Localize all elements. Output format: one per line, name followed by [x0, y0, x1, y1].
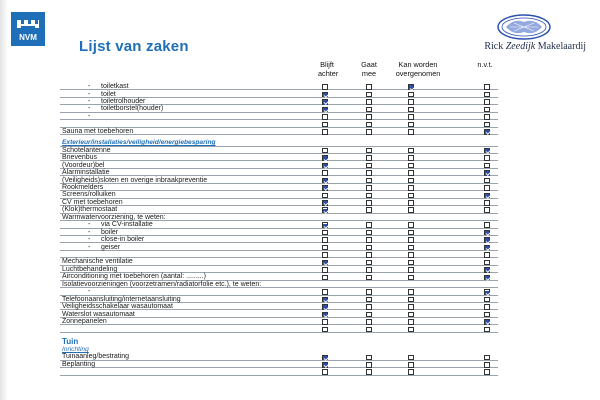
checkbox-nvt[interactable]	[484, 327, 490, 333]
row-label: Airconditioning met toebehoren (aantal: .........)	[62, 273, 206, 281]
checkbox-gaat[interactable]	[366, 237, 372, 243]
checkbox-kan[interactable]	[408, 312, 414, 318]
checkbox-kan[interactable]	[408, 178, 414, 184]
checkbox-blijft[interactable]	[322, 114, 328, 120]
checkbox-nvt[interactable]	[484, 245, 490, 251]
row-rule	[60, 375, 498, 376]
checkbox-nvt[interactable]	[484, 178, 490, 184]
checklist-row	[0, 191, 600, 198]
checkbox-gaat[interactable]	[366, 185, 372, 191]
checkbox-nvt[interactable]	[484, 222, 490, 228]
checklist-row	[0, 353, 600, 360]
row-label: Luchtbehandeling	[62, 265, 118, 273]
page-title: Lijst van zaken	[79, 38, 189, 55]
checkbox-blijft[interactable]	[322, 245, 328, 251]
checkbox-kan[interactable]	[408, 260, 414, 266]
checkbox-blijft[interactable]	[322, 193, 328, 199]
checkbox-blijft[interactable]	[322, 129, 328, 135]
row-label: Inrichting	[62, 345, 89, 353]
checklist-row	[0, 318, 600, 325]
checkbox-gaat[interactable]	[366, 114, 372, 120]
checkbox-blijft[interactable]	[322, 148, 328, 154]
checkbox-kan[interactable]	[408, 369, 414, 375]
checkbox-kan[interactable]	[408, 92, 414, 98]
checkbox-nvt[interactable]	[484, 319, 490, 325]
checkbox-nvt[interactable]	[484, 84, 490, 90]
row-dash: -	[88, 221, 91, 229]
column-header-line: mee	[361, 68, 377, 78]
checkbox-nvt[interactable]	[484, 185, 490, 191]
subgroup-heading	[0, 346, 600, 353]
row-dash: -	[88, 83, 91, 91]
checkbox-nvt[interactable]	[484, 163, 490, 169]
checklist-row	[0, 128, 600, 135]
checkbox-blijft[interactable]	[322, 237, 328, 243]
checkbox-gaat[interactable]	[366, 304, 372, 310]
checkbox-blijft[interactable]	[322, 99, 328, 105]
checkbox-kan[interactable]	[408, 252, 414, 258]
row-label: Zonnepanelen	[62, 318, 107, 326]
checkbox-kan[interactable]	[408, 84, 414, 90]
section-heading	[0, 139, 600, 146]
checkbox-nvt[interactable]	[484, 230, 490, 236]
column-header-line: overgenomen	[395, 68, 441, 78]
checkbox-nvt[interactable]	[484, 207, 490, 213]
checkbox-nvt[interactable]	[484, 362, 490, 368]
checkbox-gaat[interactable]	[366, 155, 372, 161]
checkbox-nvt[interactable]	[484, 237, 490, 243]
row-label: (Klok)thermostaat	[62, 206, 118, 214]
checkbox-nvt[interactable]	[484, 289, 490, 295]
row-label: Exterieur/installaties/veiligheid/energiebesparing	[62, 139, 216, 147]
row-label: Veiligheidsschakelaar wasautomaat	[62, 303, 173, 311]
checklist-row	[0, 281, 600, 288]
checkbox-kan[interactable]	[408, 193, 414, 199]
checkbox-nvt[interactable]	[484, 122, 490, 128]
checkbox-gaat[interactable]	[366, 260, 372, 266]
checkbox-gaat[interactable]	[366, 252, 372, 258]
checkbox-kan[interactable]	[408, 327, 414, 333]
checklist-row	[0, 303, 600, 310]
row-dash: -	[88, 236, 91, 244]
checkbox-kan[interactable]	[408, 297, 414, 303]
checklist-row	[0, 154, 600, 161]
checkbox-blijft[interactable]	[322, 252, 328, 258]
checkbox-nvt[interactable]	[484, 252, 490, 258]
checklist-row	[0, 288, 600, 295]
checklist-row	[0, 236, 600, 243]
column-header-line: Kan worden	[398, 60, 438, 69]
checkbox-blijft[interactable]	[322, 84, 328, 90]
row-rule	[60, 332, 498, 333]
checkbox-nvt[interactable]	[484, 114, 490, 120]
checkbox-blijft[interactable]	[322, 362, 328, 368]
checkbox-kan[interactable]	[408, 148, 414, 154]
checkbox-gaat[interactable]	[366, 312, 372, 318]
checkbox-kan[interactable]	[408, 185, 414, 191]
checkbox-nvt[interactable]	[484, 129, 490, 135]
group-heading	[0, 337, 600, 346]
checkbox-nvt[interactable]	[484, 170, 490, 176]
nvm-logo-text: NVM	[19, 33, 37, 42]
row-dash: -	[88, 98, 91, 106]
checkbox-blijft[interactable]	[322, 355, 328, 361]
row-label: Isolatievoorzieningen (voorzetramen/radiatorfolie etc.), te weten:	[62, 280, 262, 288]
checkbox-gaat[interactable]	[366, 200, 372, 206]
row-label: Screens/rolluiken	[62, 191, 116, 199]
checkbox-gaat[interactable]	[366, 99, 372, 105]
checkbox-kan[interactable]	[408, 362, 414, 368]
checkbox-kan[interactable]	[408, 304, 414, 310]
checkbox-gaat[interactable]	[366, 84, 372, 90]
checkbox-blijft[interactable]	[322, 222, 328, 228]
checkbox-blijft[interactable]	[322, 155, 328, 161]
checkbox-blijft[interactable]	[322, 207, 328, 213]
checkbox-blijft[interactable]	[322, 200, 328, 206]
checklist-row	[0, 229, 600, 236]
checkbox-blijft[interactable]	[322, 178, 328, 184]
row-label: Brievenbus	[62, 154, 98, 162]
checkbox-blijft[interactable]	[322, 275, 328, 281]
checkbox-kan[interactable]	[408, 200, 414, 206]
checkbox-kan[interactable]	[408, 99, 414, 105]
checklist-row	[0, 311, 600, 318]
checkbox-nvt[interactable]	[484, 369, 490, 375]
checkbox-gaat[interactable]	[366, 297, 372, 303]
row-label: Sauna met toebehoren	[62, 127, 134, 135]
checklist-row	[0, 184, 600, 191]
checklist-row	[0, 113, 600, 120]
row-dash: -	[88, 288, 91, 296]
checkbox-nvt[interactable]	[484, 297, 490, 303]
checkbox-gaat[interactable]	[366, 222, 372, 228]
checkbox-gaat[interactable]	[366, 170, 372, 176]
checkbox-blijft[interactable]	[322, 304, 328, 310]
row-label: toiletrolhouder	[101, 98, 146, 106]
checklist-row	[0, 296, 600, 303]
column-header-line: Gaat	[361, 60, 377, 69]
checkbox-nvt[interactable]	[484, 155, 490, 161]
checkbox-gaat[interactable]	[366, 327, 372, 333]
checkbox-gaat[interactable]	[366, 319, 372, 325]
checkbox-blijft[interactable]	[322, 297, 328, 303]
checkbox-gaat[interactable]	[366, 362, 372, 368]
checkbox-kan[interactable]	[408, 355, 414, 361]
column-header-line: Blijft	[320, 60, 334, 69]
checklist-row	[0, 120, 600, 127]
checklist-row	[0, 105, 600, 112]
checklist-row	[0, 162, 600, 169]
checklist-row	[0, 83, 600, 90]
row-dash: -	[88, 105, 91, 113]
checkbox-nvt[interactable]	[484, 304, 490, 310]
checkbox-kan[interactable]	[408, 163, 414, 169]
row-dash: -	[88, 112, 91, 120]
checkbox-gaat[interactable]	[366, 92, 372, 98]
checklist-row	[0, 251, 600, 258]
checkbox-kan[interactable]	[408, 129, 414, 135]
checkbox-nvt[interactable]	[484, 99, 490, 105]
checkbox-kan[interactable]	[408, 170, 414, 176]
checkbox-nvt[interactable]	[484, 275, 490, 281]
checkbox-nvt[interactable]	[484, 355, 490, 361]
checkbox-nvt[interactable]	[484, 107, 490, 113]
checkbox-gaat[interactable]	[366, 207, 372, 213]
column-header-line: n.v.t.	[477, 60, 493, 69]
checklist-row	[0, 221, 600, 228]
checkbox-nvt[interactable]	[484, 312, 490, 318]
checkbox-kan[interactable]	[408, 289, 414, 295]
checkbox-gaat[interactable]	[366, 355, 372, 361]
checkbox-kan[interactable]	[408, 230, 414, 236]
checkbox-blijft[interactable]	[322, 92, 328, 98]
checkbox-blijft[interactable]	[322, 170, 328, 176]
checkbox-nvt[interactable]	[484, 193, 490, 199]
checklist-row	[0, 169, 600, 176]
row-dash: -	[88, 243, 91, 251]
checkbox-kan[interactable]	[408, 245, 414, 251]
checklist-row	[0, 368, 600, 375]
row-label: toiletkast	[101, 83, 129, 91]
row-label: Telefoonaansluiting/internetaansluiting	[62, 295, 181, 303]
row-label: boiler	[101, 228, 119, 236]
checkbox-blijft[interactable]	[322, 319, 328, 325]
checklist-row	[0, 176, 600, 183]
checkbox-nvt[interactable]	[484, 148, 490, 154]
checkbox-blijft[interactable]	[322, 163, 328, 169]
checkbox-kan[interactable]	[408, 207, 414, 213]
row-label: Alarminstallatie	[62, 169, 110, 177]
checkbox-kan[interactable]	[408, 275, 414, 281]
checkbox-blijft[interactable]	[322, 122, 328, 128]
row-label: close-in boiler	[101, 236, 145, 244]
row-label: Tuinaanleg/bestrating	[62, 353, 130, 361]
row-label: Schotelantenne	[62, 146, 111, 154]
checklist-row	[0, 199, 600, 206]
checkbox-kan[interactable]	[408, 107, 414, 113]
checklist-row	[0, 361, 600, 368]
checkbox-kan[interactable]	[408, 222, 414, 228]
brand-name: Rick Zeedijk Makelaardij	[484, 41, 586, 52]
checkbox-nvt[interactable]	[484, 260, 490, 266]
checkbox-kan[interactable]	[408, 155, 414, 161]
row-label: Mechanische ventilatie	[62, 258, 133, 266]
checkbox-blijft[interactable]	[322, 267, 328, 273]
row-label: toilet	[101, 90, 116, 98]
checklist-row	[0, 147, 600, 154]
row-label: Tuin	[62, 336, 79, 346]
checkbox-blijft[interactable]	[322, 260, 328, 266]
checkbox-kan[interactable]	[408, 122, 414, 128]
checklist-row	[0, 325, 600, 332]
checkbox-blijft[interactable]	[322, 230, 328, 236]
checklist-row	[0, 273, 600, 280]
checkbox-nvt[interactable]	[484, 267, 490, 273]
checklist-row	[0, 266, 600, 273]
checkbox-nvt[interactable]	[484, 92, 490, 98]
checkbox-gaat[interactable]	[366, 230, 372, 236]
checkbox-blijft[interactable]	[322, 185, 328, 191]
checkbox-blijft[interactable]	[322, 289, 328, 295]
row-label: CV met toebehoren	[62, 198, 123, 206]
checkbox-gaat[interactable]	[366, 193, 372, 199]
checkbox-gaat[interactable]	[366, 267, 372, 273]
row-label: Beplanting	[62, 360, 96, 368]
row-label: (Voordeur)bel	[62, 161, 105, 169]
row-label: toiletborstel(houder)	[101, 105, 164, 113]
checkbox-gaat[interactable]	[366, 163, 372, 169]
row-dash: -	[88, 90, 91, 98]
checkbox-blijft[interactable]	[322, 312, 328, 318]
checkbox-gaat[interactable]	[366, 289, 372, 295]
checkbox-gaat[interactable]	[366, 178, 372, 184]
row-dash: -	[88, 228, 91, 236]
checkbox-kan[interactable]	[408, 114, 414, 120]
checkbox-gaat[interactable]	[366, 148, 372, 154]
checklist-row	[0, 90, 600, 97]
checkbox-kan[interactable]	[408, 237, 414, 243]
row-label: geiser	[101, 243, 121, 251]
row-label: via CV-installatie	[101, 221, 153, 229]
checkbox-kan[interactable]	[408, 267, 414, 273]
checklist-row	[0, 258, 600, 265]
row-label: Waterslot wasautomaat	[62, 310, 135, 318]
checkbox-gaat[interactable]	[366, 245, 372, 251]
checkbox-gaat[interactable]	[366, 107, 372, 113]
checkbox-gaat[interactable]	[366, 275, 372, 281]
checkbox-nvt[interactable]	[484, 200, 490, 206]
checkbox-blijft[interactable]	[322, 107, 328, 113]
checklist-row	[0, 98, 600, 105]
row-label: Warmwatervoorziening, te weten:	[62, 213, 166, 221]
row-label: Rookmelders	[62, 183, 104, 191]
checkbox-gaat[interactable]	[366, 369, 372, 375]
column-header-line: achter	[318, 68, 339, 78]
checklist-row	[0, 243, 600, 250]
row-label: (Veiligheids)sloten en overige inbraakpreventie	[62, 176, 208, 184]
checkbox-blijft[interactable]	[322, 369, 328, 375]
checkbox-blijft[interactable]	[322, 327, 328, 333]
checkbox-gaat[interactable]	[366, 122, 372, 128]
checkbox-gaat[interactable]	[366, 129, 372, 135]
checklist-row	[0, 206, 600, 213]
checkbox-kan[interactable]	[408, 319, 414, 325]
checklist-row	[0, 214, 600, 221]
